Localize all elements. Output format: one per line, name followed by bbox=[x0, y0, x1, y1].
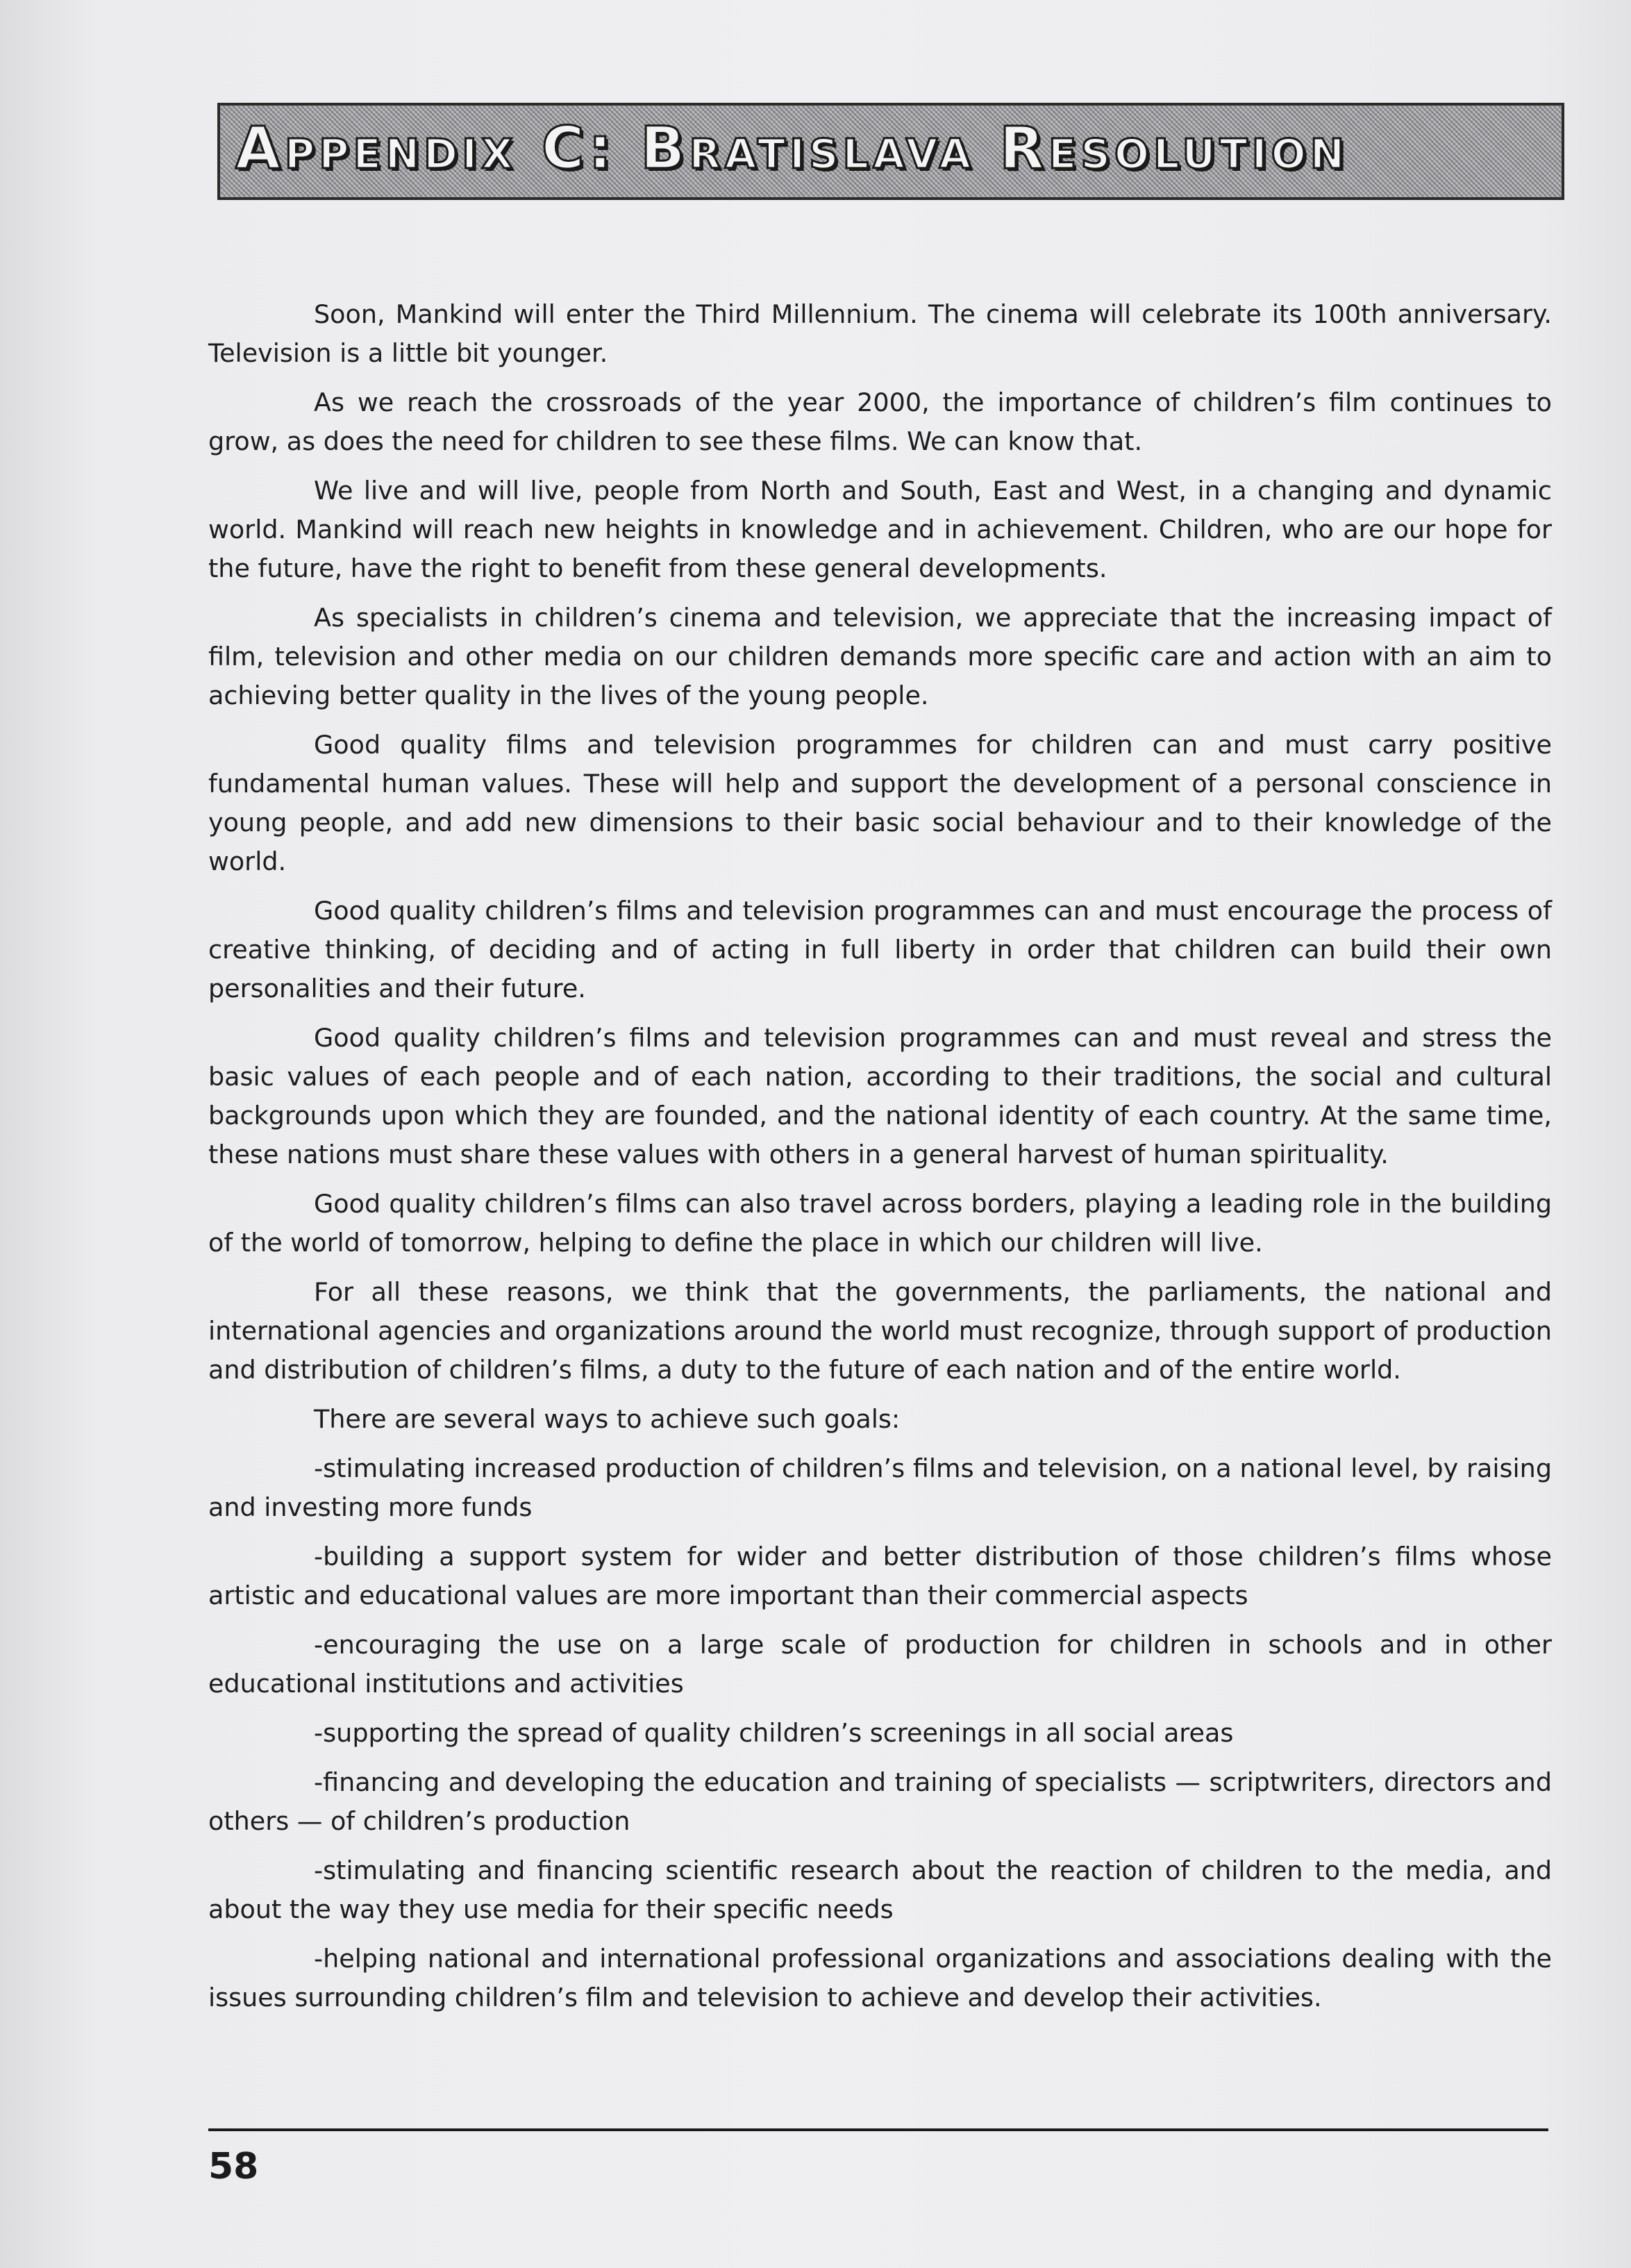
goal-item: -encouraging the use on a large scale of production for children in schools and in other educational institutions and activities bbox=[208, 1630, 1552, 1699]
page-number: 58 bbox=[208, 2146, 259, 2187]
goal-item: -stimulating and financing scientific research about the reaction of children to the media, and about the way they use media for their specific needs bbox=[208, 1856, 1552, 1924]
goal-item: -building a support system for wider and better distribution of those children’s films whose artistic and educational values are more important than their commercial aspects bbox=[208, 1542, 1552, 1610]
goal-item: -supporting the spread of quality children’s screenings in all social areas bbox=[314, 1718, 1234, 1748]
paragraph: As we reach the crossroads of the year 2000, the importance of children’s film continues to grow, as does the need for children to see these films. We can know that. bbox=[208, 387, 1552, 456]
paragraph: Soon, Mankind will enter the Third Millennium. The cinema will celebrate its 100th anniversary. Television is a little bit younger. bbox=[208, 299, 1552, 368]
paragraph: Good quality children’s films and television programmes can and must reveal and stress the basic values of each people and of each nation, according to their traditions, the social and cultural backgrounds upon which they are founded, and the national identity of each country. At the same time, these nations must share these values with others in a general harvest of human spirituality. bbox=[208, 1023, 1552, 1169]
paragraph: There are several ways to achieve such goals: bbox=[314, 1404, 901, 1434]
goal-item: -stimulating increased production of children’s films and television, on a national level, by raising and investing more funds bbox=[208, 1453, 1552, 1522]
paragraph: Good quality children’s films and television programmes can and must encourage the process of creative thinking, of deciding and of acting in full liberty in order that children can build their own personalities and their future. bbox=[208, 896, 1552, 1003]
paragraph: We live and will live, people from North and South, East and West, in a changing and dynamic world. Mankind will reach new heights in knowledge and in achievement. Children, who are our hope for the future, have the right to benefit from these general developments. bbox=[208, 476, 1552, 583]
title-banner bbox=[217, 103, 1564, 200]
document-body bbox=[208, 295, 1552, 2028]
paragraph: As specialists in children’s cinema and television, we appreciate that the increasing impact of film, television and other media on our children demands more specific care and action with an aim to achieving better quality in the lives of the young people. bbox=[208, 603, 1552, 710]
page-title: Appendix C: Bratislava Resolution bbox=[235, 114, 1349, 182]
paragraph: For all these reasons, we think that the governments, the parliaments, the national and international agencies and organizations around the world must recognize, through support of production and distribution of children’s films, a duty to the future of each nation and of the entire world. bbox=[208, 1277, 1552, 1385]
goal-item: -financing and developing the education and training of specialists — scriptwriters, directors and others — of children’s production bbox=[208, 1767, 1552, 1836]
paragraph: Good quality films and television programmes for children can and must carry positive fundamental human values. These will help and support the development of a personal conscience in young people, and add new dimensions to their basic social behaviour and to their knowledge of the world. bbox=[208, 730, 1552, 876]
footer-divider bbox=[208, 2128, 1548, 2131]
goal-item: -helping national and international professional organizations and associations dealing with the issues surrounding children’s film and television to achieve and develop their activities. bbox=[208, 1944, 1552, 2012]
paragraph: Good quality children’s films can also travel across borders, playing a leading role in the building of the world of tomorrow, helping to define the place in which our children will live. bbox=[208, 1189, 1552, 1258]
